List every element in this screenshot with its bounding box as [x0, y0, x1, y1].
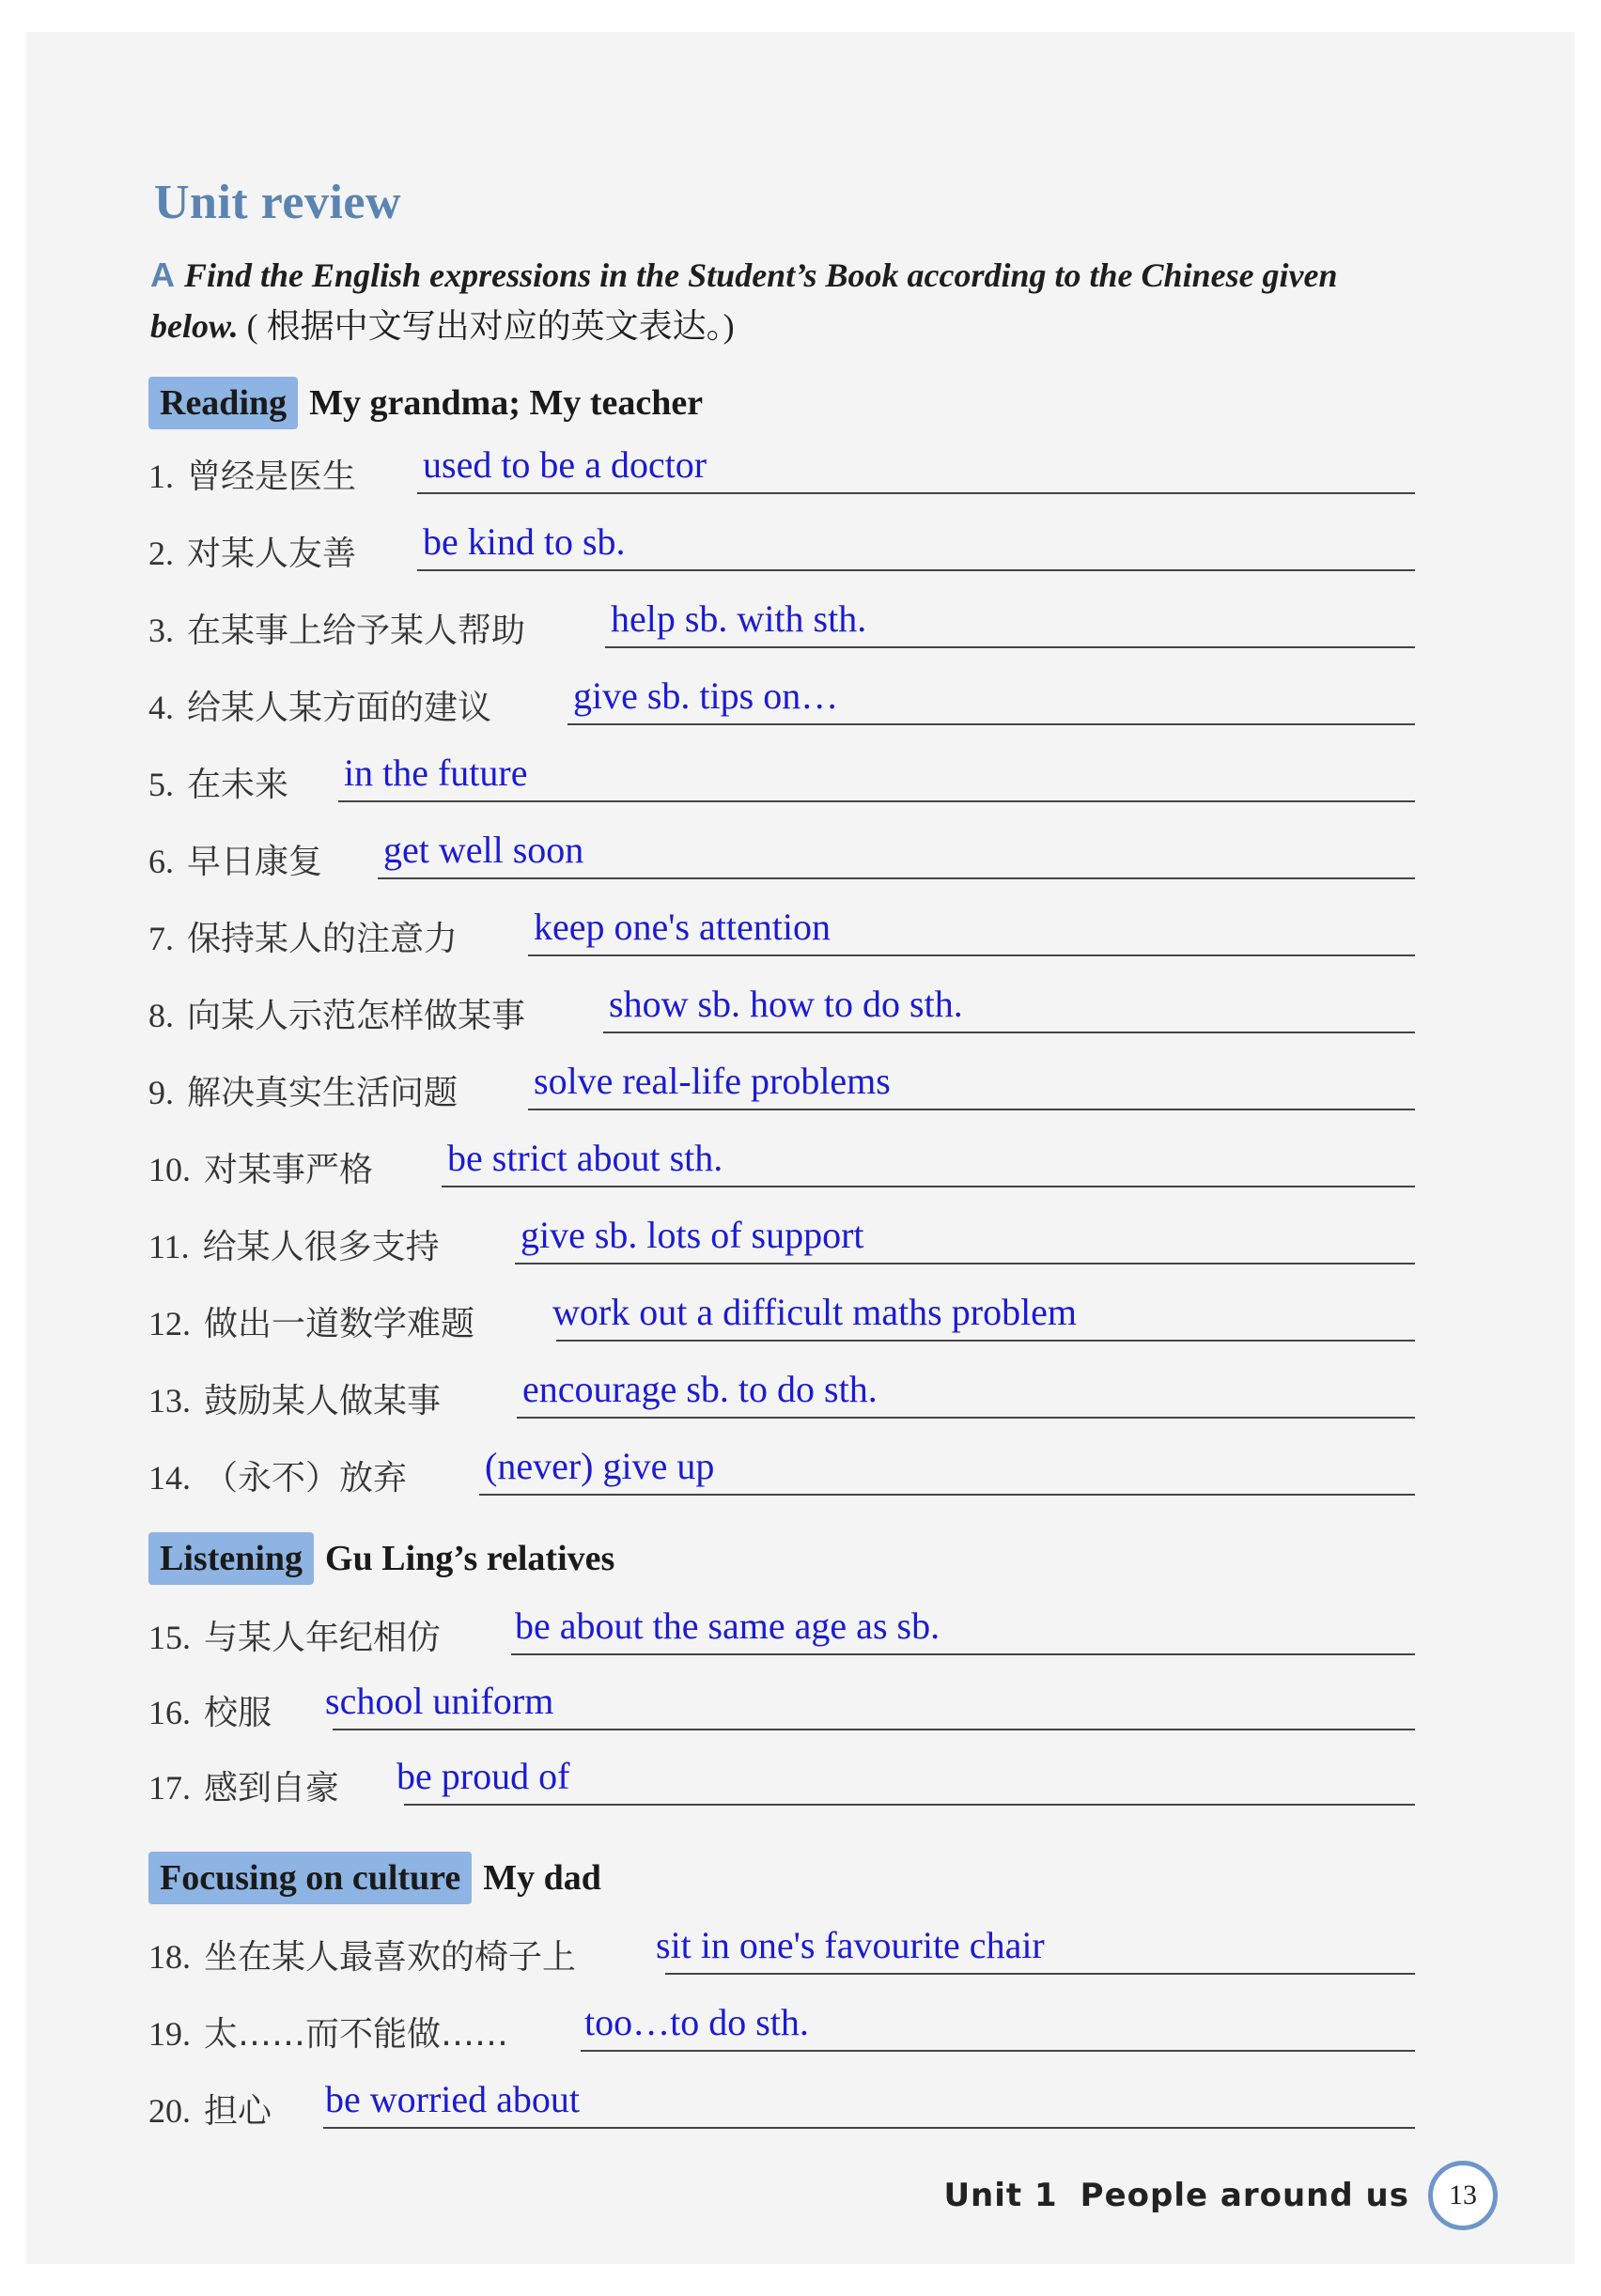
item-answer: be strict about sth.: [447, 1137, 723, 1179]
item-answer: be about the same age as sb.: [515, 1605, 940, 1647]
list-item: [148, 673, 1415, 729]
item-number: 7.: [148, 920, 174, 957]
item-chinese: 向某人示范怎样做某事: [187, 997, 526, 1035]
item-number: 20.: [148, 2092, 191, 2130]
item-answer: keep one's attention: [534, 906, 831, 948]
list-item: [148, 1603, 1415, 1659]
list-item: [148, 2076, 1415, 2133]
section-listening: [148, 1531, 614, 1586]
item-answer: encourage sb. to do sth.: [522, 1368, 878, 1410]
item-answer: help sb. with sth.: [611, 597, 867, 640]
instruction-text-en: Find the English expressions in the Student’s Book according to the Chinese given below.: [150, 256, 1338, 345]
item-number: 10.: [148, 1151, 191, 1188]
answer-line[interactable]: [665, 1973, 1415, 1975]
list-item: [148, 1212, 1415, 1268]
item-answer: too…to do sth.: [584, 2001, 809, 2043]
list-item: [148, 750, 1415, 806]
item-number: 11.: [148, 1228, 190, 1265]
section-tag: Focusing on culture: [148, 1852, 472, 1904]
item-answer: show sb. how to do sth.: [609, 983, 963, 1025]
list-item: [148, 827, 1415, 883]
item-answer: be worried about: [325, 2078, 581, 2120]
answer-line[interactable]: [517, 1417, 1415, 1419]
item-chinese: 对某人友善: [187, 535, 357, 573]
item-number: 19.: [148, 2015, 191, 2053]
item-answer: in the future: [344, 752, 528, 794]
item-answer: used to be a doctor: [423, 443, 707, 486]
list-item: [148, 1753, 1415, 1809]
answer-line[interactable]: [515, 1263, 1415, 1264]
footer-unit-title: People around us: [1080, 2177, 1409, 2214]
answer-line[interactable]: [404, 1804, 1415, 1806]
item-answer: school uniform: [325, 1680, 554, 1722]
list-item: [148, 442, 1415, 498]
item-number: 1.: [148, 458, 174, 495]
instruction-text-zh: ( 根据中文写出对应的英文表达。): [246, 307, 735, 345]
item-number: 2.: [148, 535, 174, 572]
list-item: [148, 1289, 1415, 1345]
item-number: 5.: [148, 766, 174, 803]
list-item: [148, 519, 1415, 575]
item-answer: be kind to sb.: [423, 520, 626, 563]
item-answer: get well soon: [383, 829, 584, 871]
item-answer: sit in one's favourite chair: [656, 1924, 1045, 1966]
answer-line[interactable]: [323, 2127, 1415, 2129]
section-subtitle: My grandma; My teacher: [309, 383, 704, 423]
item-chinese: 给某人某方面的建议: [187, 689, 492, 727]
item-chinese: 感到自豪: [204, 1769, 340, 1807]
list-item: [148, 1366, 1415, 1422]
list-item: [148, 596, 1415, 652]
answer-line[interactable]: [378, 877, 1415, 879]
item-chinese: 担心: [204, 2092, 272, 2131]
list-item: [148, 1058, 1415, 1114]
section-focusing-on-culture: [148, 1851, 601, 1905]
item-number: 15.: [148, 1619, 191, 1656]
item-number: 9.: [148, 1074, 174, 1111]
answer-line[interactable]: [417, 569, 1415, 571]
item-chinese: 鼓励某人做某事: [204, 1382, 442, 1420]
answer-line[interactable]: [442, 1186, 1415, 1187]
item-answer: solve real-life problems: [534, 1060, 891, 1102]
item-chinese: （永不）放弃: [204, 1459, 408, 1497]
item-number: 6.: [148, 843, 174, 880]
item-answer: (never) give up: [485, 1445, 715, 1487]
item-chinese: 保持某人的注意力: [187, 920, 459, 958]
item-chinese: 太……而不能做……: [204, 2015, 509, 2054]
answer-line[interactable]: [338, 800, 1415, 802]
instruction: [150, 250, 1428, 351]
answer-line[interactable]: [603, 1032, 1415, 1033]
section-subtitle: Gu Ling’s relatives: [325, 1539, 615, 1578]
page-footer: [943, 2161, 1498, 2230]
answer-line[interactable]: [605, 646, 1415, 648]
item-chinese: 在某事上给予某人帮助: [187, 612, 526, 650]
item-chinese: 早日康复: [187, 843, 323, 881]
answer-line[interactable]: [581, 2050, 1415, 2052]
item-number: 8.: [148, 997, 174, 1034]
list-item: [148, 904, 1415, 960]
answer-line[interactable]: [528, 954, 1415, 956]
list-item: [148, 1443, 1415, 1499]
item-number: 17.: [148, 1769, 191, 1807]
footer-unit-label: Unit 1: [943, 2177, 1058, 2214]
item-number: 13.: [148, 1382, 191, 1419]
answer-line[interactable]: [556, 1340, 1415, 1342]
list-item: [148, 1678, 1415, 1734]
section-tag: Listening: [148, 1532, 314, 1585]
answer-line[interactable]: [528, 1109, 1415, 1110]
list-item: [148, 1999, 1415, 2056]
item-chinese: 在未来: [187, 766, 289, 804]
instruction-letter: A: [150, 256, 175, 294]
item-number: 14.: [148, 1459, 191, 1497]
item-answer: give sb. lots of support: [521, 1214, 864, 1256]
item-number: 12.: [148, 1305, 191, 1342]
item-chinese: 解决真实生活问题: [187, 1074, 459, 1112]
item-answer: work out a difficult maths problem: [552, 1291, 1078, 1333]
item-chinese: 曾经是医生: [187, 458, 357, 496]
item-chinese: 给某人很多支持: [202, 1228, 440, 1266]
item-chinese: 做出一道数学难题: [204, 1305, 475, 1343]
item-chinese: 对某事严格: [204, 1151, 374, 1189]
section-tag: Reading: [148, 377, 298, 429]
item-chinese: 坐在某人最喜欢的椅子上: [204, 1938, 577, 1977]
answer-line[interactable]: [479, 1494, 1415, 1496]
answer-line[interactable]: [511, 1653, 1415, 1655]
section-subtitle: My dad: [483, 1858, 601, 1898]
page-title: Unit review: [154, 176, 402, 229]
item-answer: give sb. tips on…: [573, 675, 839, 717]
item-number: 18.: [148, 1938, 191, 1976]
item-number: 4.: [148, 689, 174, 726]
list-item: [148, 981, 1415, 1037]
item-chinese: 与某人年纪相仿: [204, 1619, 442, 1657]
answer-line[interactable]: [333, 1729, 1415, 1730]
list-item: [148, 1135, 1415, 1191]
section-reading: [148, 376, 703, 430]
list-item: [148, 1922, 1415, 1978]
page-number: 13: [1428, 2161, 1498, 2230]
answer-line[interactable]: [567, 723, 1415, 725]
item-chinese: 校服: [204, 1694, 272, 1732]
item-answer: be proud of: [396, 1755, 570, 1797]
item-number: 16.: [148, 1694, 191, 1731]
answer-line[interactable]: [417, 492, 1415, 494]
item-number: 3.: [148, 612, 174, 649]
